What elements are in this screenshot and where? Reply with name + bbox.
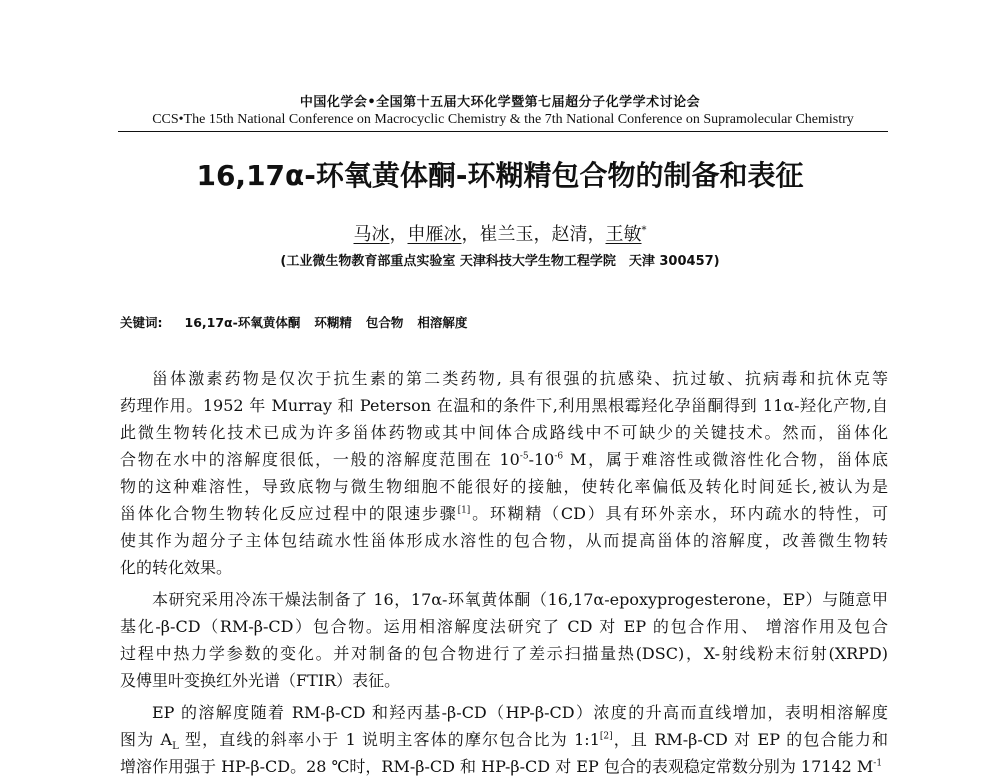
keyword: 16,17α-环氧黄体酮 bbox=[184, 315, 301, 330]
text-line bbox=[120, 753, 888, 780]
text-line: 药理作用。1952 年 Murray 和 Peterson 在温和的条件下,利用黑根霉羟化孕甾酮得到 11α-羟化产物,自 bbox=[120, 396, 888, 415]
text-span: 增溶作用强于 HP-β-CD。28 ℃时，RM-β-CD 和 HP-β-CD 对 EP 包合的表观稳定常数分别为 17142 M bbox=[120, 757, 874, 776]
citation-ref: [1] bbox=[457, 505, 471, 516]
subscript: L bbox=[172, 741, 179, 753]
header-rule bbox=[118, 131, 888, 132]
author-separator: ， bbox=[461, 224, 480, 245]
paper-title: 16,17α-环氧黄体酮-环糊精包合物的制备和表征 bbox=[196, 159, 804, 192]
keywords-label: 关键词: bbox=[120, 315, 163, 330]
author-name: 马冰 bbox=[353, 224, 390, 245]
keyword: 环糊精 bbox=[314, 315, 352, 330]
text-span: M，属于难溶性或微溶性化合物，甾体底 bbox=[563, 450, 888, 469]
text-line: 本研究采用冷冻干燥法制备了 16，17α-环氧黄体酮（16,17α-epoxyprogesterone，EP）与随意甲 bbox=[152, 590, 888, 609]
citation-ref: [2] bbox=[599, 731, 613, 742]
text-line bbox=[120, 500, 888, 527]
exponent: -5 bbox=[519, 451, 529, 462]
text-line: 化的转化效果。 bbox=[120, 558, 233, 577]
affiliation: (工业微生物教育部重点实验室 天津科技大学生物工程学院 天津 300457) bbox=[280, 254, 720, 269]
author-name: 王敏 bbox=[605, 224, 642, 245]
paragraph-1 bbox=[120, 365, 888, 581]
conference-title-en: CCS•The 15th National Conference on Macrocyclic Chemistry & the 7th National Conference on Supramolecular Chemistry bbox=[152, 112, 854, 127]
text-line: 基化-β-CD（RM-β-CD）包合物。运用相溶解度法研究了 CD 对 EP 的包合作用、 增溶作用及包合 bbox=[120, 617, 888, 636]
author-name: 赵清 bbox=[551, 224, 588, 245]
body-text bbox=[120, 365, 888, 780]
text-line: 及傅里叶变换红外光谱（FTIR）表征。 bbox=[120, 671, 401, 690]
text-line bbox=[120, 726, 888, 753]
author-name: 申雁冰 bbox=[407, 224, 462, 245]
text-line bbox=[120, 446, 888, 473]
text-span: -10 bbox=[528, 450, 555, 469]
conference-title-cn: 中国化学会•全国第十五届大环化学暨第七届超分子化学学术讨论会 bbox=[299, 95, 701, 110]
author-list bbox=[0, 220, 1000, 246]
text-line: 甾体激素药物是仅次于抗生素的第二类药物, 具有很强的抗感染、抗过敏、抗病毒和抗休克等 bbox=[152, 369, 888, 388]
keyword: 相溶解度 bbox=[417, 315, 468, 330]
keywords-line bbox=[120, 313, 481, 331]
author-separator: ， bbox=[533, 224, 552, 245]
text-line: 此微生物转化技术已成为许多甾体药物或其中间体合成路线中不可缺少的关键技术。然而，甾体化 bbox=[120, 423, 888, 442]
exponent: -1 bbox=[873, 758, 883, 769]
paragraph-3 bbox=[120, 699, 888, 780]
text-line: 过程中热力学参数的变化。并对制备的包合物进行了差示扫描量热(DSC)，X-射线粉末衍射(XRPD) bbox=[120, 644, 888, 663]
exponent: -6 bbox=[554, 451, 564, 462]
text-span: 甾体化合物生物转化反应过程中的限速步骤 bbox=[120, 504, 458, 523]
text-span: 。环糊精（CD）具有环外亲水，环内疏水的特性，可 bbox=[470, 504, 888, 523]
author-separator: ， bbox=[587, 224, 606, 245]
text-line: EP 的溶解度随着 RM-β-CD 和羟丙基-β-CD（HP-β-CD）浓度的升高而直线增加，表明相溶解度 bbox=[152, 703, 888, 722]
text-span: 合物在水中的溶解度很低，一般的溶解度范围在 10 bbox=[120, 450, 520, 469]
text-span: 图为 A bbox=[120, 730, 173, 749]
author-name: 崔兰玉 bbox=[479, 224, 534, 245]
text-line: 使其作为超分子主体包结疏水性甾体形成水溶性的包合物，从而提高甾体的溶解度，改善微生物转 bbox=[120, 531, 888, 550]
text-span: 型，直线的斜率小于 1 说明主客体的摩尔包合比为 1:1 bbox=[178, 730, 600, 749]
author-separator: ， bbox=[389, 224, 408, 245]
corresponding-author-mark: * bbox=[641, 225, 647, 236]
text-span: ，且 RM-β-CD 对 EP 的包合能力和 bbox=[612, 730, 888, 749]
text-line: 物的这种难溶性，导致底物与微生物细胞不能很好的接触，使转化率偏低及转化时间延长,被认为是 bbox=[120, 477, 888, 496]
paragraph-2 bbox=[120, 586, 888, 694]
keyword: 包合物 bbox=[365, 315, 404, 330]
